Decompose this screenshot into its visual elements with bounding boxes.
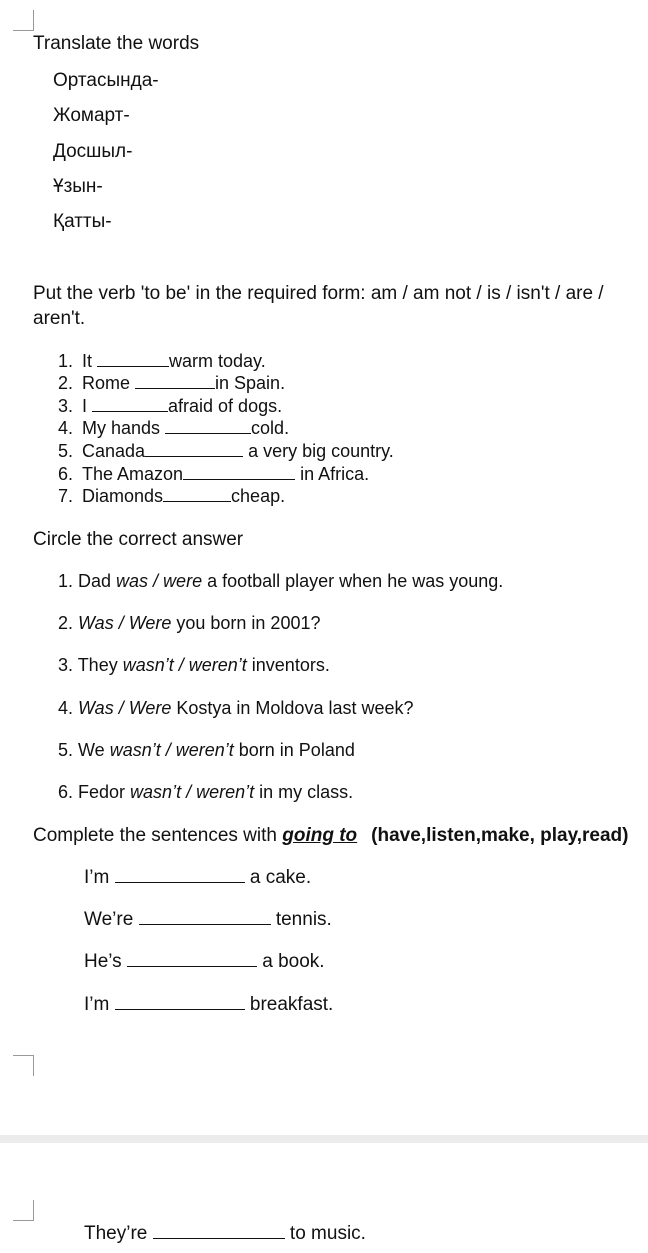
choice-item [58,571,503,592]
section-title-circle: Circle the correct answer [33,529,244,550]
item-text: in my class. [254,782,354,802]
item-text: in Spain. [215,373,286,393]
answer-choice[interactable]: Was / Were [78,698,172,718]
item-text: I’m [84,994,115,1015]
answer-choice[interactable]: wasn’t / weren’t [122,655,247,675]
answer-blank[interactable] [97,352,169,367]
item-number: 1. [58,351,74,371]
section-title-to-be: Put the verb 'to be' in the required form: am / am not / is / isn't / are / [33,283,604,304]
item-text: 2. [58,613,79,633]
word-item: Жомарт- [53,105,130,126]
item-number: 5. [58,441,74,461]
title-word-list: (have,listen,make, play,read) [371,825,629,846]
answer-choice[interactable]: wasn’t / weren’t [130,782,255,802]
item-text: I’m [84,867,115,888]
page-corner-mark [13,1055,34,1076]
page-break [0,1135,648,1143]
item-number: 7. [58,486,74,506]
exercise-item [58,351,266,372]
answer-blank[interactable] [139,910,271,925]
title-text: Complete the sentences with [33,825,283,846]
word-item: Ортасында- [53,70,159,91]
item-text: 6. Fedor [58,782,131,802]
item-text: breakfast. [244,994,334,1015]
word-item: Ұзын- [53,176,103,197]
item-text: They’re [84,1223,153,1244]
item-text: Rome [82,373,136,393]
item-text: cheap. [231,486,286,506]
item-text: Kostya in Moldova last week? [171,698,414,718]
item-text: you born in 2001? [171,613,321,633]
answer-blank[interactable] [183,465,295,480]
choice-item [58,698,414,719]
sentence-item [84,909,332,931]
item-text: 4. [58,698,79,718]
answer-choice[interactable]: wasn’t / weren’t [109,740,234,760]
sentence-item [84,994,333,1016]
section-title-translate: Translate the words [33,33,200,54]
answer-blank[interactable] [115,868,245,883]
answer-blank[interactable] [115,995,245,1010]
exercise-item [58,396,282,417]
page-corner-mark [13,1200,34,1221]
item-text: a very big country. [243,441,394,461]
item-text: It [82,351,98,371]
choice-item [58,613,321,634]
answer-choice[interactable]: Was / Were [78,613,172,633]
exercise-item [58,486,285,507]
item-number: 6. [58,464,74,484]
word-item: Досшыл- [53,141,133,162]
item-text: in Africa. [295,464,370,484]
item-text: My hands [82,418,166,438]
answer-blank[interactable] [165,419,251,434]
item-text: a book. [256,951,325,972]
title-emphasis: going to [282,825,358,846]
section-title-going-to [33,825,629,847]
item-text: 1. Dad [58,571,117,591]
item-number: 3. [58,396,74,416]
item-text: tennis. [270,909,332,930]
item-text: I [82,396,93,416]
item-text: cold. [251,418,290,438]
item-text: He’s [84,951,127,972]
item-text: inventors. [246,655,330,675]
item-text: a cake. [244,867,312,888]
item-number: 2. [58,373,74,393]
sentence-item [84,951,325,973]
section-title-to-be-cont: aren't. [33,308,86,329]
choice-item [58,740,355,761]
page-corner-mark [13,10,34,31]
item-text: afraid of dogs. [168,396,283,416]
choice-item [58,782,353,803]
item-text: warm today. [169,351,266,371]
word-item: Қатты- [53,211,112,232]
exercise-item [58,464,369,485]
item-text: We’re [84,909,139,930]
sentence-item [84,1223,366,1245]
answer-blank[interactable] [92,397,168,412]
answer-blank[interactable] [127,952,257,967]
item-text: 5. We [58,740,110,760]
sentence-item [84,867,311,889]
exercise-item [58,373,285,394]
item-number: 4. [58,418,74,438]
item-text: born in Poland [233,740,355,760]
answer-blank[interactable] [153,1224,285,1239]
answer-blank[interactable] [145,442,243,457]
exercise-item [58,418,289,439]
exercise-item [58,441,394,462]
item-text: to music. [284,1223,366,1244]
answer-blank[interactable] [135,374,215,389]
choice-item [58,655,330,676]
answer-choice[interactable]: was / were [116,571,203,591]
item-text: Diamonds [82,486,164,506]
item-text: The Amazon [82,464,184,484]
item-text: Canada [82,441,146,461]
item-text: a football player when he was young. [202,571,504,591]
item-text: 3. They [58,655,123,675]
answer-blank[interactable] [163,487,231,502]
